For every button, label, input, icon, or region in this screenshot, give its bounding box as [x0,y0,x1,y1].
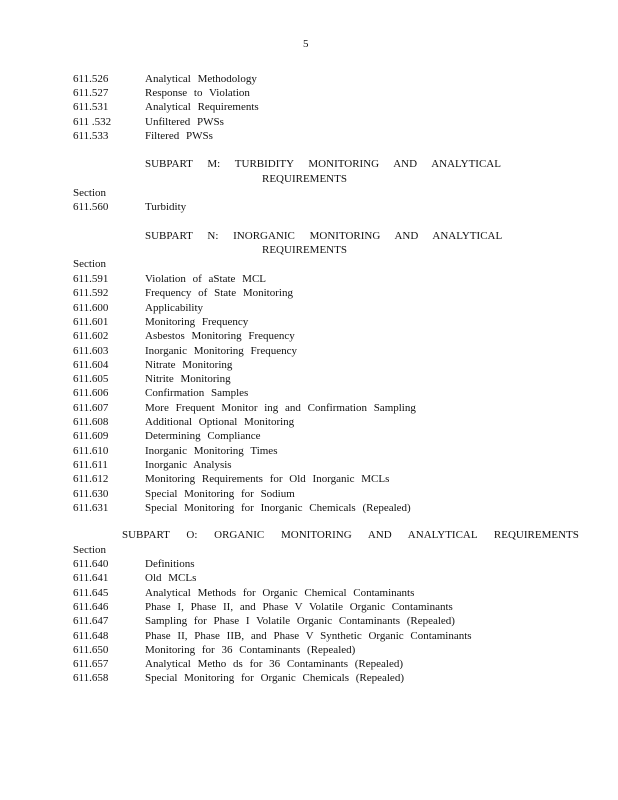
section-title: Unfiltered PWSs [145,115,224,128]
section-title: Response to Violation [145,87,250,100]
section-title: Analytical Methods for Organic Chemical Contaminants [145,586,415,599]
section-label: Section [73,187,106,199]
section-number: 611.560 [73,201,109,213]
section-number: 611.600 [73,301,109,314]
section-title: Sampling for Phase I Volatile Organic Contaminants (Repealed) [145,615,455,628]
section-number: 611.601 [73,315,109,328]
section-title: Analytical Metho ds for 36 Contaminants (Repealed) [145,658,403,671]
subpart-n-heading: SUBPART N: INORGANIC MONITORING AND ANALYTICAL [145,230,503,242]
section-title: Inorganic Monitoring Frequency [145,344,297,357]
section-title: Special Monitoring for Inorganic Chemicals (Repealed) [145,501,411,514]
section-title: Applicability [145,301,204,314]
section-title: Additional Optional Monitoring [145,416,295,428]
section-title: Monitoring Requirements for Old Inorganic MCLs [145,473,390,486]
section-title: Phase II, Phase IIB, and Phase V Synthetic Organic Contaminants [145,629,472,642]
section-title: Inorganic Analysis [145,458,232,471]
subpart-o-heading: SUBPART O: ORGANIC MONITORING AND ANALYTICAL REQUIREMENTS [122,529,579,541]
subpart-m-heading: SUBPART M: TURBIDITY MONITORING AND ANALYTICAL [145,158,501,170]
section-number: 611.608 [73,416,109,428]
section-title: Confirmation Samples [145,387,249,400]
section-number: 611.647 [73,615,109,628]
section-title: Frequency of State Monitoring [145,287,293,300]
section-number: 611.607 [73,401,109,414]
section-number: 611.650 [73,643,109,656]
section-number: 611.630 [73,487,109,500]
section-number: 611.527 [73,87,109,100]
section-number: 611.533 [73,129,109,142]
section-title: Asbestos Monitoring Frequency [145,330,295,343]
section-number: 611.604 [73,358,109,371]
section-title: Nitrate Monitoring [145,358,233,371]
section-number: 611.531 [73,101,109,114]
section-label: Section [73,258,106,270]
section-number: 611.612 [73,473,109,486]
section-number: 611 .532 [73,115,112,128]
section-title: Filtered PWSs [145,129,213,142]
section-title: Old MCLs [145,572,197,585]
section-title: More Frequent Monitor ing and Confirmation Sampling [145,401,416,414]
section-number: 611.631 [73,501,109,514]
section-number: 611.658 [73,672,109,685]
section-title: Analytical Requirements [145,101,259,114]
section-number: 611.648 [73,629,109,642]
section-number: 611.657 [73,658,109,671]
section-number: 611.645 [73,586,109,599]
section-number: 611.591 [73,273,109,285]
section-title: Monitoring for 36 Contaminants (Repealed) [145,643,356,656]
section-title: Special Monitoring for Sodium [145,487,295,500]
section-title: Special Monitoring for Organic Chemicals (Repealed) [145,672,404,685]
section-number: 611.646 [73,600,109,613]
section-number: 611.602 [73,330,109,343]
section-title: Violation of aState MCL [145,273,267,285]
section-title: Nitrite Monitoring [145,373,231,386]
page-number: 5 [303,38,309,50]
section-number: 611.640 [73,558,109,570]
section-number: 611.610 [73,444,109,457]
section-title: Monitoring Frequency [145,315,249,328]
section-number: 611.611 [73,458,108,471]
section-number: 611.605 [73,373,109,386]
section-title: Phase I, Phase II, and Phase V Volatile Organic Contaminants [145,600,453,613]
section-title: Turbidity [145,201,187,213]
section-number: 611.606 [73,387,109,400]
section-number: 611.603 [73,344,109,357]
section-number: 611.592 [73,287,109,300]
section-number: 611.526 [73,73,109,85]
section-label: Section [73,544,106,556]
section-title: Inorganic Monitoring Times [145,444,278,457]
section-title: Definitions [145,558,195,570]
subpart-m-heading-continued: REQUIREMENTS [262,173,347,185]
section-title: Analytical Methodology [145,73,257,85]
section-number: 611.641 [73,572,109,585]
section-title: Determining Compliance [145,430,261,443]
subpart-n-heading-continued: REQUIREMENTS [262,244,347,256]
section-number: 611.609 [73,430,109,443]
